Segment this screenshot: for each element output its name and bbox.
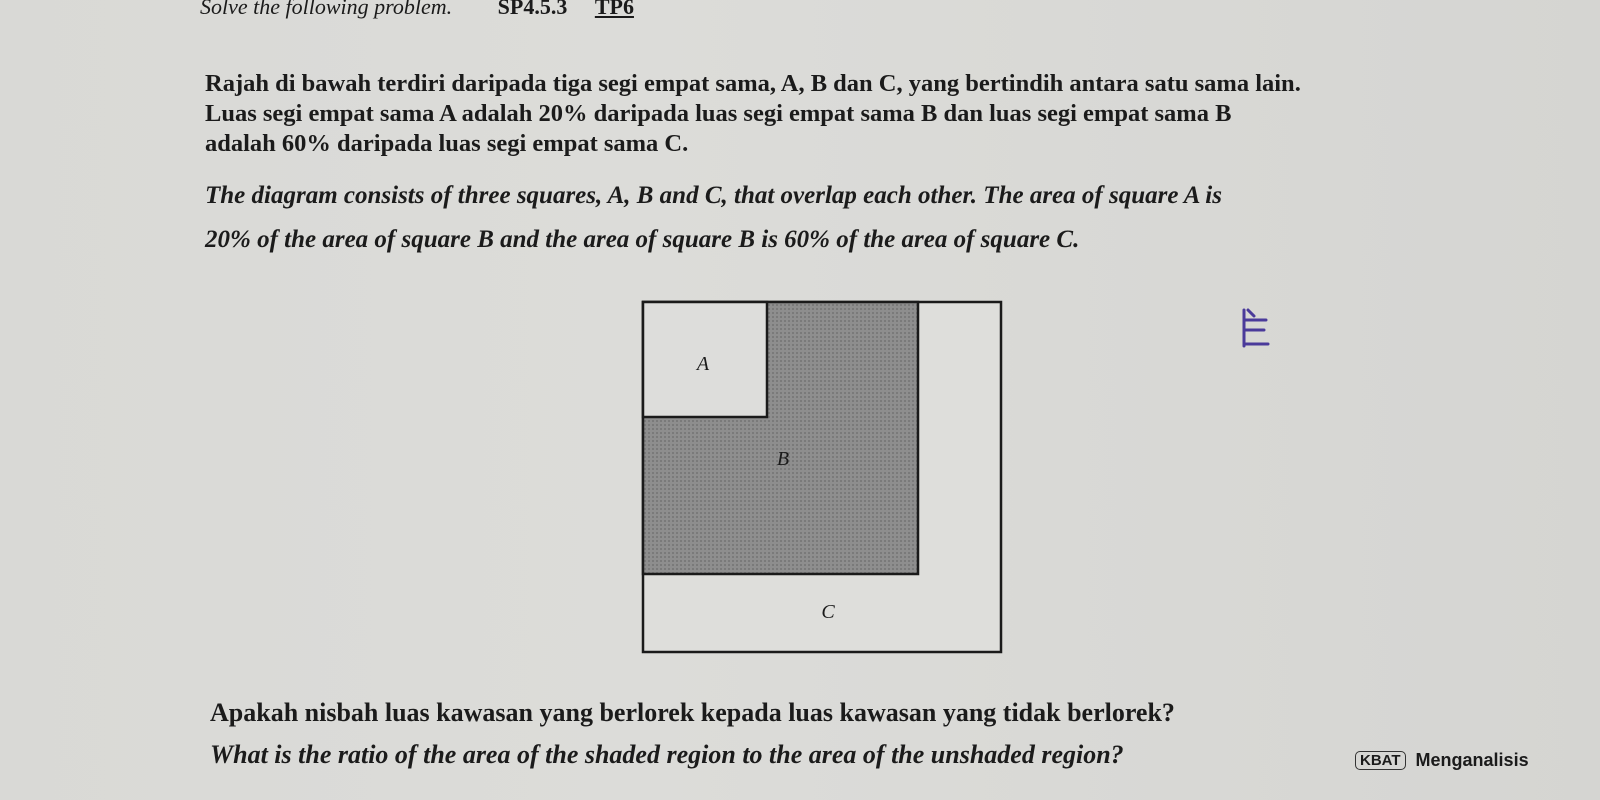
question-en: What is the ratio of the area of the shaded region to the area of the unshaded region? xyxy=(210,740,1124,769)
problem-ms-line-2: Luas segi empat sama A adalah 20% daripada luas segi empat sama B dan luas segi empat sama B xyxy=(205,100,1232,127)
label-b: B xyxy=(776,448,790,470)
kbat-badge: KBAT xyxy=(1355,751,1406,770)
level-code: TP6 xyxy=(594,0,634,19)
problem-en-line-2: 20% of the area of square B and the area of square B is 60% of the area of square C. xyxy=(205,226,1080,253)
problem-ms-line-3: adalah 60% daripada luas segi empat sama C. xyxy=(205,130,689,157)
pen-mark-icon xyxy=(1236,306,1272,350)
kbat-label: Menganalisis xyxy=(1415,750,1529,770)
label-c: C xyxy=(821,601,835,623)
standard-code: SP4.5.3 xyxy=(497,0,568,19)
problem-en-line-1: The diagram consists of three squares, A, B and C, that overlap each other. The area of square A is xyxy=(205,182,1222,209)
problem-ms-line-1: Rajah di bawah terdiri daripada tiga segi empat sama, A, B dan C, yang bertindih antara satu sama lain. xyxy=(205,70,1301,97)
question-ms: Apakah nisbah luas kawasan yang berlorek kepada luas kawasan yang tidak berlorek? xyxy=(210,698,1175,727)
instruction-text: Solve the following problem. xyxy=(200,0,453,19)
label-a: A xyxy=(696,353,710,375)
kbat-tag xyxy=(1355,750,1529,771)
